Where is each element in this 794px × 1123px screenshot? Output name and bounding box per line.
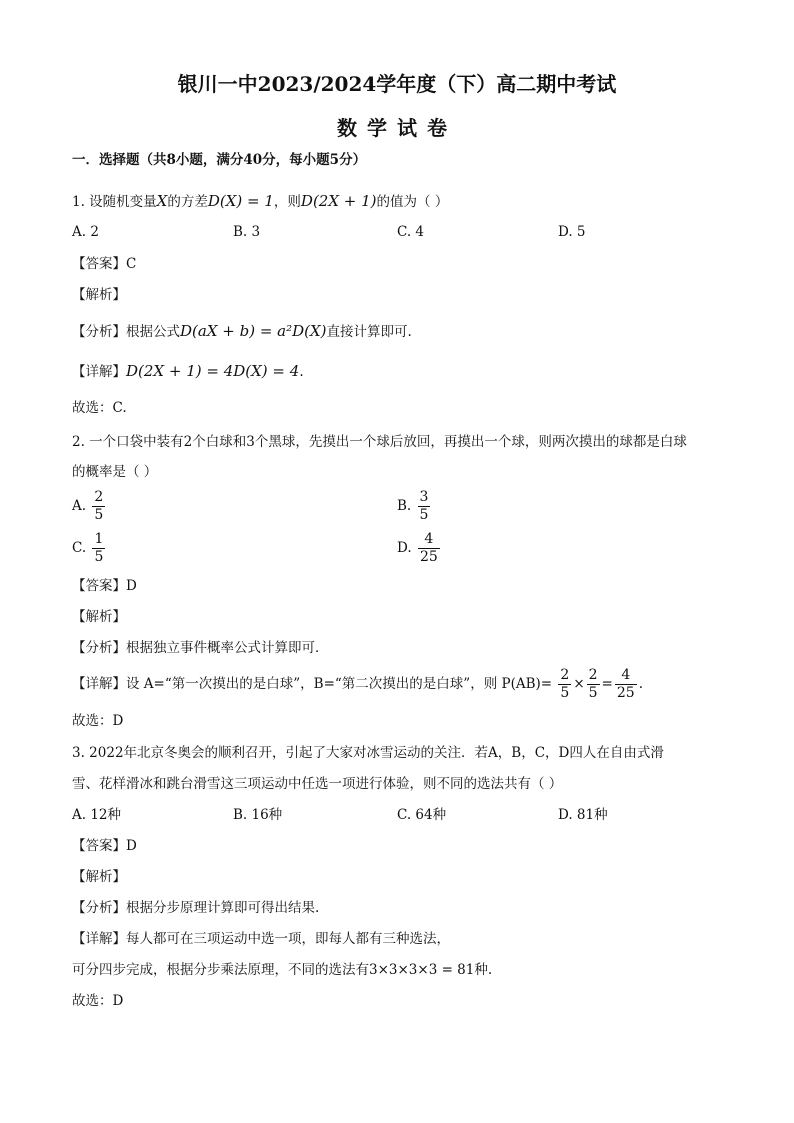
section-heading: 一．选择题（共8小题，满分40分，每小题5分）	[72, 152, 367, 168]
fraction-numerator: 2	[588, 667, 598, 683]
q2-detail-label: 【详解】	[72, 676, 126, 692]
fraction-denominator: 5	[560, 685, 570, 701]
q2-option-d-fraction	[418, 531, 440, 566]
q3-answer: 【答案】D	[72, 838, 137, 854]
q2-detail-fraction-1	[558, 667, 571, 702]
fraction-denominator: 5	[94, 549, 104, 565]
q1-detail-formula: D(2X + 1) = 4D(X) = 4	[126, 362, 300, 380]
q1-fenxi-label: 【分析】	[72, 324, 126, 340]
q1-fenxi-text-2: 直接计算即可.	[326, 324, 412, 340]
q3-option-d[interactable]: D. 81种	[558, 807, 608, 823]
equals-sign: =	[601, 676, 613, 692]
times-sign: ×	[573, 676, 585, 692]
q1-choose: 故选：C.	[72, 400, 127, 416]
q2-answer: 【答案】D	[72, 578, 137, 594]
page-title: 银川一中2023/2024学年度（下）高二期中考试	[177, 72, 617, 96]
q2-detail-fraction-3	[615, 667, 637, 702]
q2-option-d-label: D.	[397, 540, 412, 556]
q1-option-d[interactable]: D. 5	[558, 224, 586, 240]
q2-analysis-label: 【解析】	[72, 609, 126, 625]
q2-stem-line1: 2. 一个口袋中装有2个白球和3个黑球，先摸出一个球后放回，再摸出一个球，则两次摸出的球都是白球	[72, 434, 687, 450]
q3-stem-line1: 3. 2022年北京冬奥会的顺利召开，引起了大家对冰雪运动的关注．若A，B，C，D四人在自由式滑	[72, 745, 664, 761]
fraction-numerator: 2	[94, 489, 104, 505]
q2-option-c-fraction	[92, 531, 105, 566]
q2-fenxi: 【分析】根据独立事件概率公式计算即可．	[72, 640, 329, 656]
q1-detail-label: 【详解】	[72, 364, 126, 380]
q1-stem-text-2: 的方差	[167, 194, 208, 210]
q3-detail-line1: 【详解】每人都可在三项运动中选一项，即每人都有三种选法，	[72, 931, 450, 947]
fraction-numerator: 4	[621, 667, 631, 683]
fraction-numerator: 3	[419, 489, 429, 505]
fraction-numerator: 4	[424, 531, 434, 547]
q2-stem-line2: 的概率是（ ）	[72, 464, 158, 480]
q2-option-a-label: A.	[72, 498, 87, 514]
q3-analysis-label: 【解析】	[72, 869, 126, 885]
fraction-denominator: 5	[588, 685, 598, 701]
q2-option-b-label: B.	[397, 498, 412, 514]
q2-detail-fraction-2	[587, 667, 600, 702]
page-subtitle: 数学试卷	[337, 116, 457, 140]
fraction-denominator: 5	[94, 507, 104, 523]
q2-detail-text: 设 A=“第一次摸出的是白球”，B=“第二次摸出的是白球”，则 P(AB)=	[126, 676, 553, 692]
q3-stem-line2: 雪、花样滑冰和跳台滑雪这三项运动中任选一项进行体验，则不同的选法共有（ ）	[72, 776, 563, 792]
q2-option-c[interactable]	[72, 531, 107, 566]
q1-variable: X	[156, 192, 168, 210]
q1-stem-text-4: 的值为（ ）	[376, 194, 449, 210]
q1-answer: 【答案】C	[72, 256, 137, 272]
fraction-denominator: 25	[419, 549, 438, 565]
q1-expression-formula: D(2X + 1)	[300, 192, 377, 210]
q2-option-a[interactable]	[72, 489, 107, 524]
q1-detail	[72, 361, 304, 382]
fraction-denominator: 25	[616, 685, 635, 701]
q2-option-d[interactable]	[397, 531, 442, 566]
q2-option-a-fraction	[92, 489, 105, 524]
q3-fenxi: 【分析】根据分步原理计算即可得出结果.	[72, 900, 320, 916]
q1-option-a[interactable]: A. 2	[72, 224, 99, 240]
q1-fenxi-text: 根据公式	[126, 324, 180, 340]
q3-detail-line2: 可分四步完成，根据分步乘法原理，不同的选法有3×3×3×3 = 81种.	[72, 962, 493, 978]
q1-analysis-label: 【解析】	[72, 287, 126, 303]
q2-option-b-fraction	[418, 489, 431, 524]
fraction-numerator: 2	[560, 667, 570, 683]
q2-choose: 故选：D	[72, 713, 124, 729]
q1-fenxi	[72, 321, 412, 342]
fraction-numerator: 1	[94, 531, 104, 547]
q2-detail	[72, 664, 643, 704]
q3-option-a[interactable]: A. 12种	[72, 807, 122, 823]
q1-option-b[interactable]: B. 3	[233, 224, 261, 240]
q1-condition-formula: D(X) = 1	[207, 192, 274, 210]
q2-detail-end: .	[638, 676, 643, 692]
q3-choose: 故选：D	[72, 993, 124, 1009]
q1-stem-text-3: ，则	[273, 194, 301, 210]
q1-fenxi-formula: D(aX + b) = a²D(X)	[180, 322, 327, 340]
q1-detail-end: .	[299, 364, 304, 380]
q2-option-c-label: C.	[72, 540, 87, 556]
fraction-denominator: 5	[419, 507, 429, 523]
q2-option-b[interactable]	[397, 489, 432, 524]
q1-stem-text: 1. 设随机变量	[72, 194, 157, 210]
q1-option-c[interactable]: C. 4	[397, 224, 425, 240]
q3-option-b[interactable]: B. 16种	[233, 807, 283, 823]
q1-stem	[72, 191, 448, 212]
q3-option-c[interactable]: C. 64种	[397, 807, 447, 823]
